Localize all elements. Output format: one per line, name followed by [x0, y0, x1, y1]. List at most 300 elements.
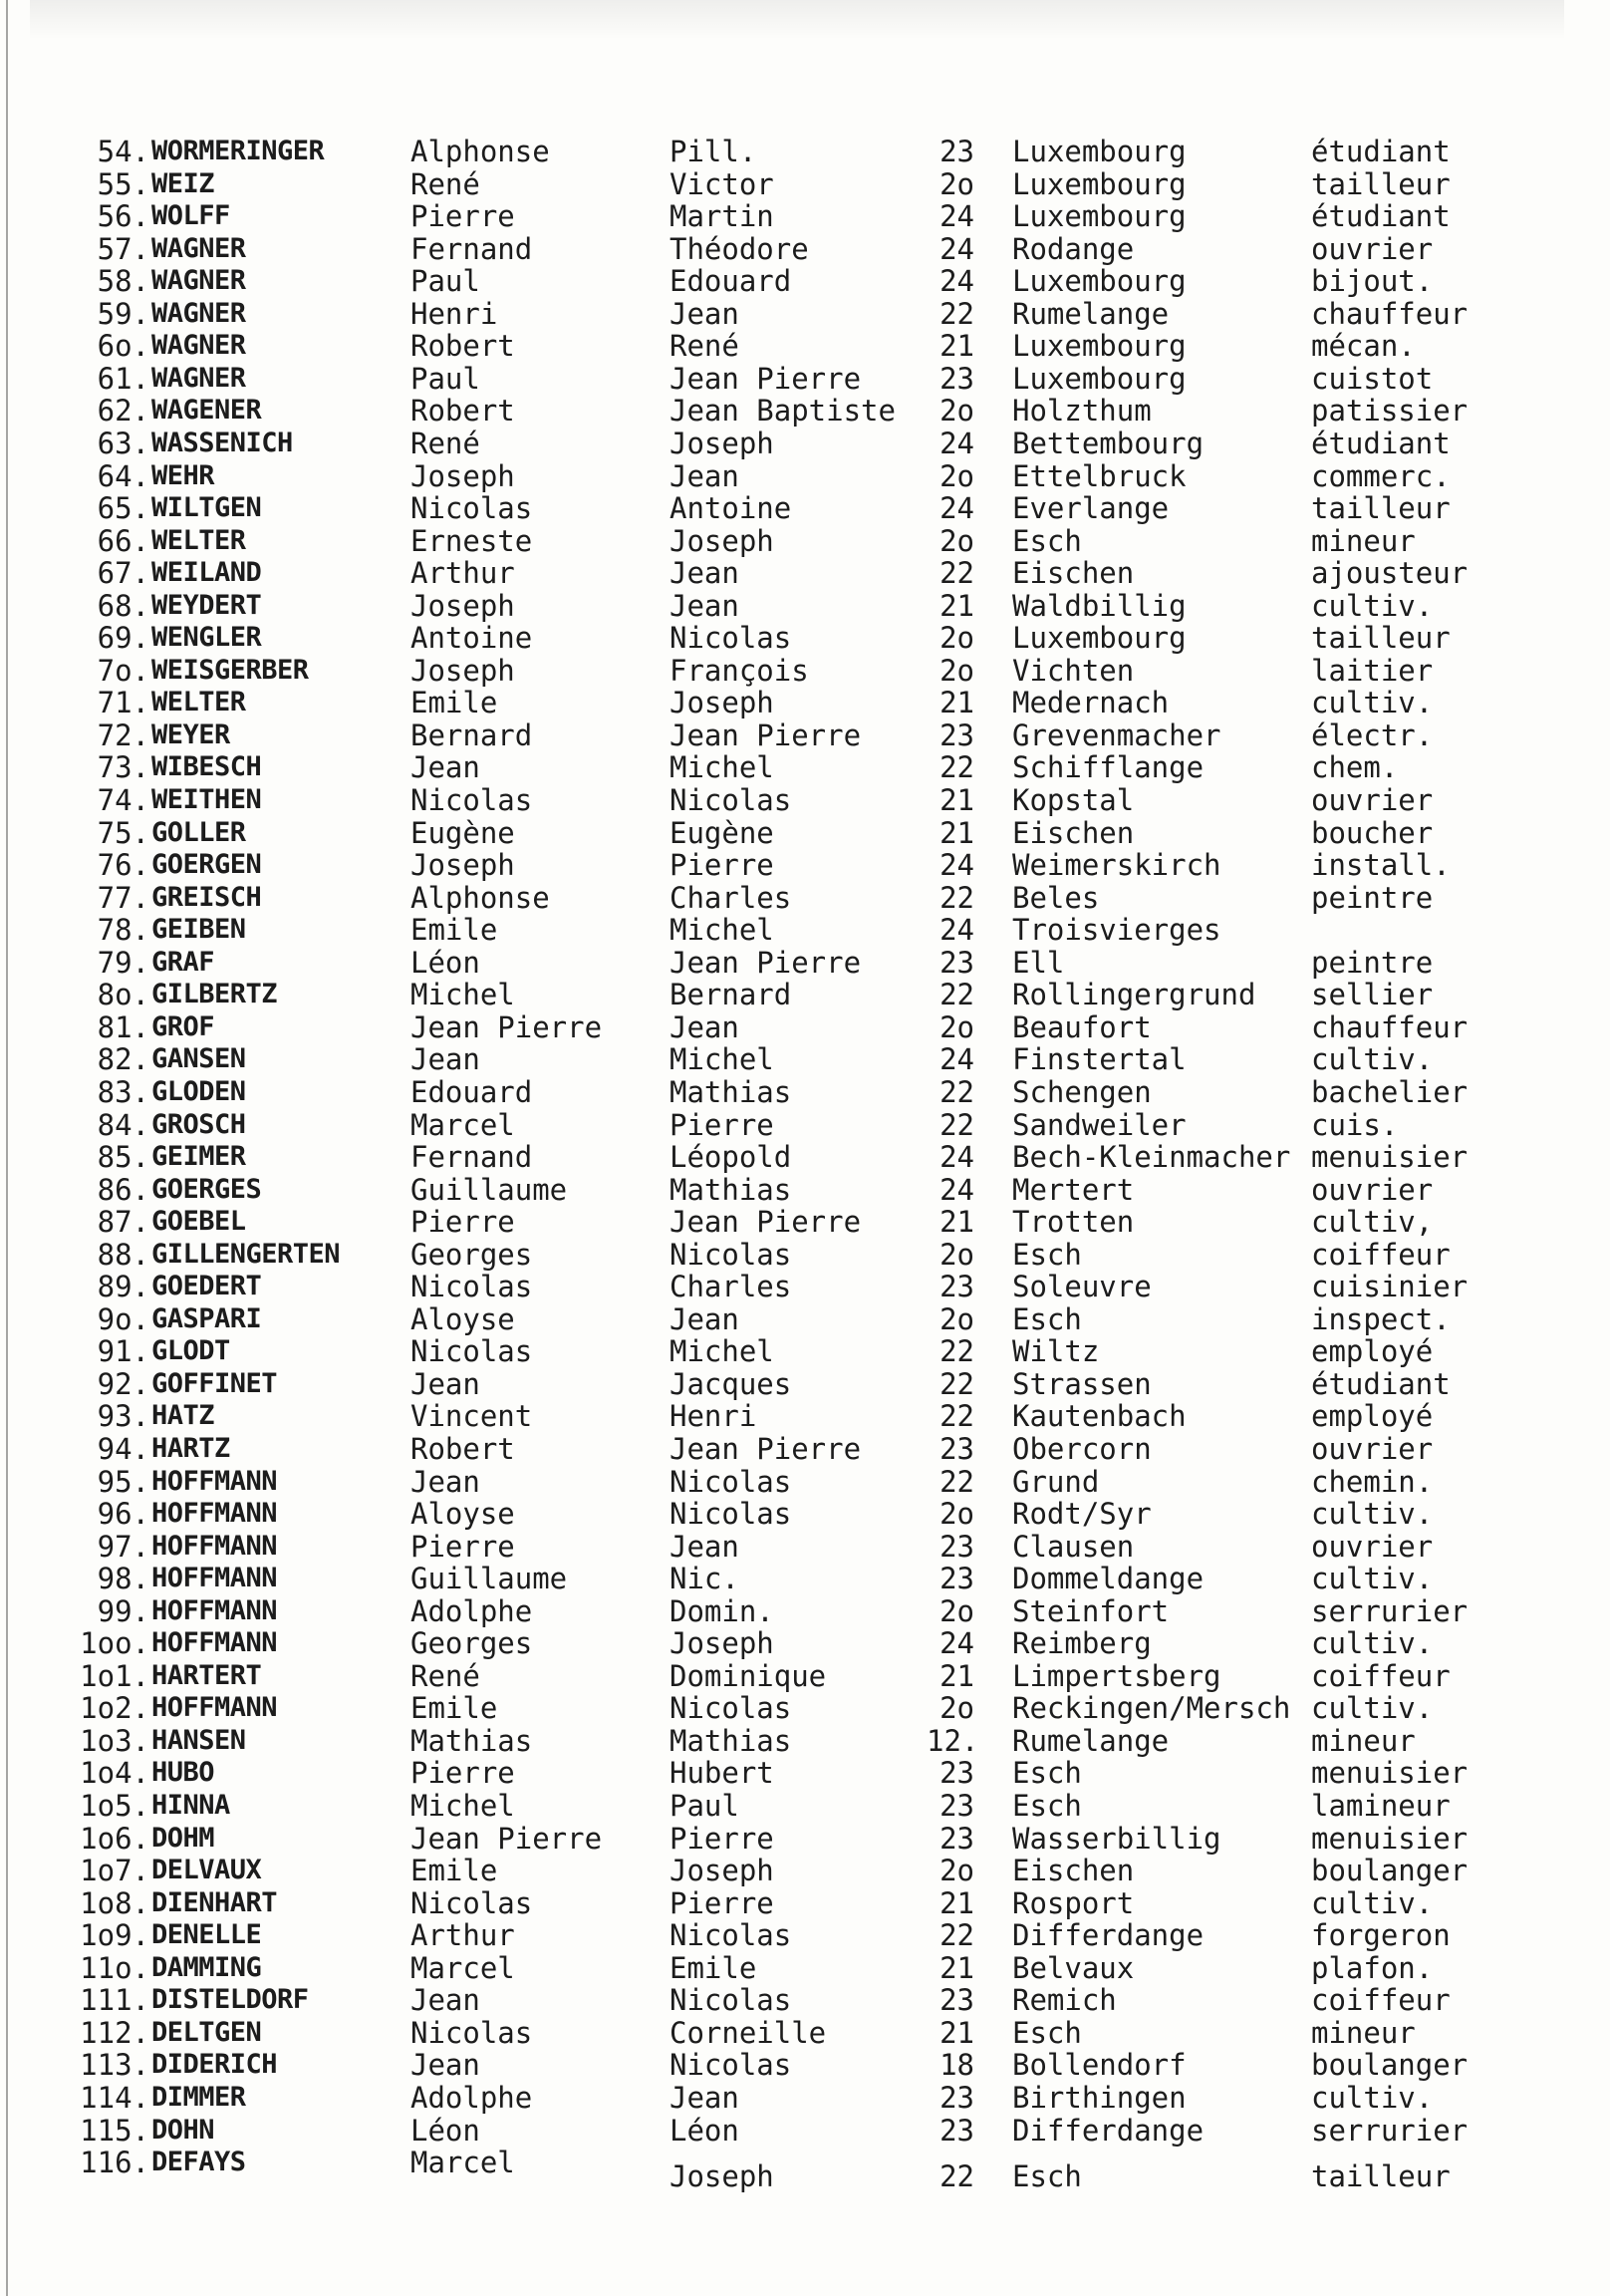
age: 22 — [939, 1334, 974, 1368]
age: 23 — [939, 1562, 974, 1595]
list-row — [0, 1563, 1610, 1594]
age: 24 — [939, 264, 974, 298]
father-name: Joseph — [670, 427, 774, 460]
age: 22 — [939, 1918, 974, 1952]
row-number: 11o. — [80, 1951, 149, 1985]
first-name: Michel — [410, 978, 515, 1011]
surname: GASPARI — [151, 1303, 262, 1334]
age: 2o — [939, 1691, 974, 1725]
father-name: Jean — [670, 589, 739, 623]
father-name: Jean Pierre — [670, 946, 862, 980]
father-name: Joseph — [670, 2159, 774, 2193]
first-name: Joseph — [410, 848, 515, 882]
profession: électr. — [1311, 718, 1434, 752]
list-row — [0, 1952, 1610, 1984]
father-name: Pierre — [670, 1886, 774, 1920]
father-name: Nicolas — [670, 1465, 792, 1499]
profession: install. — [1311, 848, 1451, 882]
row-number: 86. — [97, 1173, 149, 1207]
profession: étudiant — [1311, 427, 1451, 460]
age: 2o — [939, 167, 974, 201]
first-name: Robert — [410, 394, 515, 428]
row-number: 8o. — [97, 978, 149, 1011]
first-name: Georges — [410, 1626, 533, 1660]
father-name: Léon — [670, 2114, 739, 2148]
first-name: Aloyse — [410, 1302, 515, 1336]
father-name: Paul — [670, 1789, 739, 1823]
father-name: Michel — [670, 913, 774, 947]
age: 24 — [939, 199, 974, 233]
profession: coiffeur — [1311, 1238, 1451, 1272]
profession: cultiv, — [1311, 1205, 1434, 1239]
surname: GOEBEL — [151, 1206, 246, 1237]
row-number: 113. — [80, 2048, 149, 2082]
surname: WEIZ — [151, 168, 215, 199]
father-name: Emile — [670, 1951, 757, 1985]
row-number: 58. — [97, 264, 149, 298]
profession: étudiant — [1311, 199, 1451, 233]
first-name: René — [410, 1659, 480, 1693]
surname: DOHM — [151, 1823, 215, 1854]
list-row — [0, 1660, 1610, 1692]
first-name: Jean Pierre — [410, 1822, 603, 1856]
row-number: 82. — [97, 1042, 149, 1076]
surname: WIBESCH — [151, 751, 262, 782]
first-name: René — [410, 167, 480, 201]
surname: WAGNER — [151, 298, 246, 329]
profession: étudiant — [1311, 1367, 1451, 1401]
birthplace: Trotten — [1012, 1205, 1135, 1239]
first-name: Mathias — [410, 1724, 533, 1758]
age: 2o — [939, 459, 974, 493]
surname: WAGNER — [151, 363, 246, 394]
age: 23 — [939, 2081, 974, 2115]
father-name: Eugène — [670, 816, 774, 850]
row-number: 1o4. — [80, 1756, 149, 1790]
first-name: Nicolas — [410, 1886, 533, 1920]
birthplace: Bettembourg — [1012, 427, 1205, 460]
surname: WAGNER — [151, 233, 246, 264]
first-name: Henri — [410, 297, 498, 331]
birthplace: Eischen — [1012, 1854, 1135, 1887]
age: 23 — [939, 1530, 974, 1564]
father-name: Victor — [670, 167, 774, 201]
row-number: 84. — [97, 1108, 149, 1142]
row-number: 79. — [97, 946, 149, 980]
birthplace: Kopstal — [1012, 783, 1135, 817]
surname: HOFFMANN — [151, 1498, 278, 1529]
age: 24 — [939, 1173, 974, 1207]
birthplace: Esch — [1012, 2016, 1082, 2050]
age: 2o — [939, 524, 974, 558]
surname: GOLLER — [151, 817, 246, 848]
row-number: 1oo. — [80, 1626, 149, 1660]
father-name: Joseph — [670, 1854, 774, 1887]
father-name: Jean Pierre — [670, 1432, 862, 1466]
age: 21 — [939, 329, 974, 363]
father-name: Domin. — [670, 1594, 774, 1628]
first-name: Pierre — [410, 1205, 515, 1239]
age: 23 — [939, 1756, 974, 1790]
surname: HANSEN — [151, 1725, 246, 1756]
first-name: Michel — [410, 1789, 515, 1823]
age: 22 — [939, 978, 974, 1011]
father-name: Edouard — [670, 264, 792, 298]
surname: GROSCH — [151, 1109, 246, 1140]
age: 22 — [939, 1367, 974, 1401]
surname: WEITHEN — [151, 784, 262, 815]
father-name: Charles — [670, 881, 792, 915]
first-name: Nicolas — [410, 2016, 533, 2050]
father-name: Nicolas — [670, 1497, 792, 1531]
father-name: Jean — [670, 1302, 739, 1336]
first-name: Robert — [410, 329, 515, 363]
birthplace: Esch — [1012, 1238, 1082, 1272]
row-number: 93. — [97, 1399, 149, 1433]
birthplace: Wasserbillig — [1012, 1822, 1221, 1856]
birthplace: Luxembourg — [1012, 621, 1187, 655]
birthplace: Soleuvre — [1012, 1270, 1152, 1303]
profession: ouvrier — [1311, 232, 1434, 266]
profession: cultiv. — [1311, 686, 1434, 719]
row-number: 1o9. — [80, 1918, 149, 1952]
birthplace: Troisvierges — [1012, 913, 1221, 947]
list-row — [0, 2115, 1610, 2147]
list-row — [0, 330, 1610, 362]
birthplace: Esch — [1012, 1789, 1082, 1823]
profession: menuisier — [1311, 1822, 1469, 1856]
father-name: Jean — [670, 556, 739, 590]
surname: WAGENER — [151, 395, 262, 426]
surname: WAGNER — [151, 265, 246, 296]
surname: WEISGERBER — [151, 655, 309, 686]
row-number: 111. — [80, 1983, 149, 2017]
profession: plafon. — [1311, 1951, 1434, 1985]
profession: chauffeur — [1311, 297, 1469, 331]
first-name: Fernand — [410, 1140, 533, 1174]
father-name: Jean — [670, 1010, 739, 1044]
list-row — [0, 979, 1610, 1010]
list-row — [0, 2146, 1610, 2193]
father-name: Nicolas — [670, 783, 792, 817]
first-name: Adolphe — [410, 2081, 533, 2115]
father-name: Pierre — [670, 848, 774, 882]
row-number: 66. — [97, 524, 149, 558]
age: 22 — [939, 1399, 974, 1433]
surname: DIDERICH — [151, 2049, 278, 2080]
birthplace: Rumelange — [1012, 297, 1170, 331]
profession: laitier — [1311, 654, 1434, 688]
age: 23 — [939, 2114, 974, 2148]
surname: HOFFMANN — [151, 1466, 278, 1497]
row-number: 62. — [97, 394, 149, 428]
birthplace: Rodange — [1012, 232, 1135, 266]
first-name: Pierre — [410, 1756, 515, 1790]
list-row — [0, 784, 1610, 816]
birthplace: Bech-Kleinmacher — [1012, 1140, 1291, 1174]
age: 2o — [939, 621, 974, 655]
list-row — [0, 1043, 1610, 1075]
profession: patissier — [1311, 394, 1469, 428]
birthplace: Sandweiler — [1012, 1108, 1187, 1142]
profession: étudiant — [1311, 135, 1451, 168]
row-number: 55. — [97, 167, 149, 201]
profession: bijout. — [1311, 264, 1434, 298]
profession: ouvrier — [1311, 1530, 1434, 1564]
first-name: Léon — [410, 2114, 480, 2148]
father-name: Nicolas — [670, 1691, 792, 1725]
birthplace: Reckingen/Mersch — [1012, 1691, 1291, 1725]
first-name: Joseph — [410, 589, 515, 623]
first-name: Jean — [410, 2048, 480, 2082]
list-row — [0, 1627, 1610, 1659]
list-row — [0, 265, 1610, 297]
father-name: Jean — [670, 1530, 739, 1564]
surname: GILBERTZ — [151, 979, 278, 1009]
age: 2o — [939, 1594, 974, 1628]
age: 24 — [939, 1626, 974, 1660]
age: 21 — [939, 816, 974, 850]
father-name: Jean Baptiste — [670, 394, 896, 428]
row-number: 81. — [97, 1010, 149, 1044]
profession: employé — [1311, 1399, 1434, 1433]
profession: cultiv. — [1311, 1886, 1434, 1920]
birthplace: Beles — [1012, 881, 1100, 915]
birthplace: Limpertsberg — [1012, 1659, 1221, 1693]
profession: menuisier — [1311, 1140, 1469, 1174]
birthplace: Rodt/Syr — [1012, 1497, 1152, 1531]
surname: GLODT — [151, 1335, 230, 1366]
birthplace: Esch — [1012, 524, 1082, 558]
row-number: 1o3. — [80, 1724, 149, 1758]
row-number: 115. — [80, 2114, 149, 2148]
age: 24 — [939, 1140, 974, 1174]
profession: coiffeur — [1311, 1983, 1451, 2017]
birthplace: Holzthum — [1012, 394, 1152, 428]
age: 22 — [939, 1465, 974, 1499]
row-number: 72. — [97, 718, 149, 752]
profession: boulanger — [1311, 1854, 1469, 1887]
profession: mineur — [1311, 524, 1416, 558]
father-name: Nicolas — [670, 1983, 792, 2017]
birthplace: Reimberg — [1012, 1626, 1152, 1660]
father-name: Nicolas — [670, 621, 792, 655]
row-number: 57. — [97, 232, 149, 266]
age: 24 — [939, 232, 974, 266]
list-row — [0, 1823, 1610, 1855]
age: 23 — [939, 1432, 974, 1466]
list-row — [0, 233, 1610, 265]
surname: DISTELDORF — [151, 1984, 309, 2015]
list-row — [0, 2049, 1610, 2081]
birthplace: Finstertal — [1012, 1042, 1187, 1076]
first-name: Vincent — [410, 1399, 533, 1433]
age: 2o — [939, 1497, 974, 1531]
row-number: 71. — [97, 686, 149, 719]
row-number: 99. — [97, 1594, 149, 1628]
surname: GREISCH — [151, 882, 262, 913]
age: 24 — [939, 848, 974, 882]
surname: DELVAUX — [151, 1855, 262, 1885]
surname: GEIMER — [151, 1141, 246, 1172]
age: 22 — [939, 556, 974, 590]
birthplace: Grund — [1012, 1465, 1100, 1499]
father-name: Michel — [670, 1042, 774, 1076]
first-name: Georges — [410, 1238, 533, 1272]
surname: HARTERT — [151, 1660, 262, 1691]
first-name: Emile — [410, 1854, 498, 1887]
age: 21 — [939, 1659, 974, 1693]
list-row — [0, 1368, 1610, 1400]
list-row — [0, 1531, 1610, 1563]
father-name: Bernard — [670, 978, 792, 1011]
first-name: Alphonse — [410, 135, 550, 168]
row-number: 88. — [97, 1238, 149, 1272]
surname: DOHN — [151, 2115, 215, 2146]
row-number: 65. — [97, 491, 149, 525]
surname: HOFFMANN — [151, 1531, 278, 1562]
list-row — [0, 817, 1610, 849]
list-row — [0, 719, 1610, 751]
list-row — [0, 460, 1610, 492]
first-name: René — [410, 427, 480, 460]
birthplace: Schengen — [1012, 1075, 1152, 1109]
age: 22 — [939, 297, 974, 331]
profession: lamineur — [1311, 1789, 1451, 1823]
father-name: Martin — [670, 199, 774, 233]
list-row — [0, 655, 1610, 687]
father-name: Mathias — [670, 1724, 792, 1758]
list-row — [0, 557, 1610, 589]
birthplace: Esch — [1012, 2159, 1082, 2193]
age: 22 — [939, 1075, 974, 1109]
profession: chauffeur — [1311, 1010, 1469, 1044]
birthplace: Medernach — [1012, 686, 1170, 719]
father-name: Nicolas — [670, 1918, 792, 1952]
row-number: 67. — [97, 556, 149, 590]
father-name: Corneille — [670, 2016, 827, 2050]
age: 21 — [939, 1886, 974, 1920]
profession: serrurier — [1311, 1594, 1469, 1628]
row-number: 94. — [97, 1432, 149, 1466]
birthplace: Obercorn — [1012, 1432, 1152, 1466]
row-number: 85. — [97, 1140, 149, 1174]
row-number: 68. — [97, 589, 149, 623]
profession: cultiv. — [1311, 1497, 1434, 1531]
father-name: René — [670, 329, 739, 363]
age: 23 — [939, 1789, 974, 1823]
father-name: Nicolas — [670, 2048, 792, 2082]
birthplace: Kautenbach — [1012, 1399, 1187, 1433]
row-number: 59. — [97, 297, 149, 331]
profession: tailleur — [1311, 621, 1451, 655]
birthplace: Weimerskirch — [1012, 848, 1221, 882]
list-row — [0, 1790, 1610, 1822]
father-name: Henri — [670, 1399, 757, 1433]
father-name: Jean — [670, 297, 739, 331]
list-row — [0, 590, 1610, 622]
row-number: 76. — [97, 848, 149, 882]
first-name: Marcel — [410, 1108, 515, 1142]
birthplace: Ettelbruck — [1012, 459, 1187, 493]
father-name: Jacques — [670, 1367, 792, 1401]
first-name: Eugène — [410, 816, 515, 850]
profession: serrurier — [1311, 2114, 1469, 2148]
row-number: 1o8. — [80, 1886, 149, 1920]
profession: cultiv. — [1311, 2081, 1434, 2115]
first-name: Nicolas — [410, 1334, 533, 1368]
list-row — [0, 1141, 1610, 1173]
surname: HOFFMANN — [151, 1595, 278, 1626]
profession: cultiv. — [1311, 1042, 1434, 1076]
age: 23 — [939, 362, 974, 396]
surname: HINNA — [151, 1790, 230, 1821]
father-name: Jean Pierre — [670, 362, 862, 396]
profession: inspect. — [1311, 1302, 1451, 1336]
father-name: Antoine — [670, 491, 792, 525]
profession: tailleur — [1311, 167, 1451, 201]
row-number: 77. — [97, 881, 149, 915]
father-name: Dominique — [670, 1659, 827, 1693]
list-row — [0, 687, 1610, 718]
father-name: Nicolas — [670, 1238, 792, 1272]
list-row — [0, 622, 1610, 654]
profession: cultiv. — [1311, 1562, 1434, 1595]
age: 22 — [939, 2159, 974, 2193]
birthplace: Beaufort — [1012, 1010, 1152, 1044]
first-name: Paul — [410, 362, 480, 396]
birthplace: Vichten — [1012, 654, 1135, 688]
surname: HOFFMANN — [151, 1627, 278, 1658]
father-name: Joseph — [670, 1626, 774, 1660]
list-row — [0, 1984, 1610, 2016]
surname: WEHR — [151, 460, 215, 491]
list-row — [0, 200, 1610, 232]
list-row — [0, 1174, 1610, 1206]
surname: DENELLE — [151, 1919, 262, 1950]
row-number: 1o7. — [80, 1854, 149, 1887]
age: 21 — [939, 2016, 974, 2050]
birthplace: Eischen — [1012, 556, 1135, 590]
list-row — [0, 1855, 1610, 1886]
first-name: Arthur — [410, 556, 515, 590]
father-name: Mathias — [670, 1075, 792, 1109]
father-name: Pierre — [670, 1108, 774, 1142]
age: 23 — [939, 1822, 974, 1856]
profession: peintre — [1311, 946, 1434, 980]
age: 22 — [939, 1108, 974, 1142]
surname: WILTGEN — [151, 492, 262, 523]
first-name: Nicolas — [410, 783, 533, 817]
profession: cultiv. — [1311, 1691, 1434, 1725]
surname: DEFAYS — [151, 2147, 246, 2177]
list-row — [0, 363, 1610, 395]
list-row — [0, 1076, 1610, 1108]
row-number: 56. — [97, 199, 149, 233]
first-name: Jean — [410, 1367, 480, 1401]
age: 2o — [939, 1010, 974, 1044]
age: 18 — [939, 2048, 974, 2082]
list-row — [0, 168, 1610, 200]
surname: GOEDERT — [151, 1271, 262, 1301]
birthplace: Esch — [1012, 1756, 1082, 1790]
father-name: Jean Pierre — [670, 1205, 862, 1239]
first-name: Jean — [410, 750, 480, 784]
father-name: François — [670, 654, 809, 688]
profession: mineur — [1311, 1724, 1416, 1758]
age: 21 — [939, 686, 974, 719]
profession: cuisinier — [1311, 1270, 1469, 1303]
